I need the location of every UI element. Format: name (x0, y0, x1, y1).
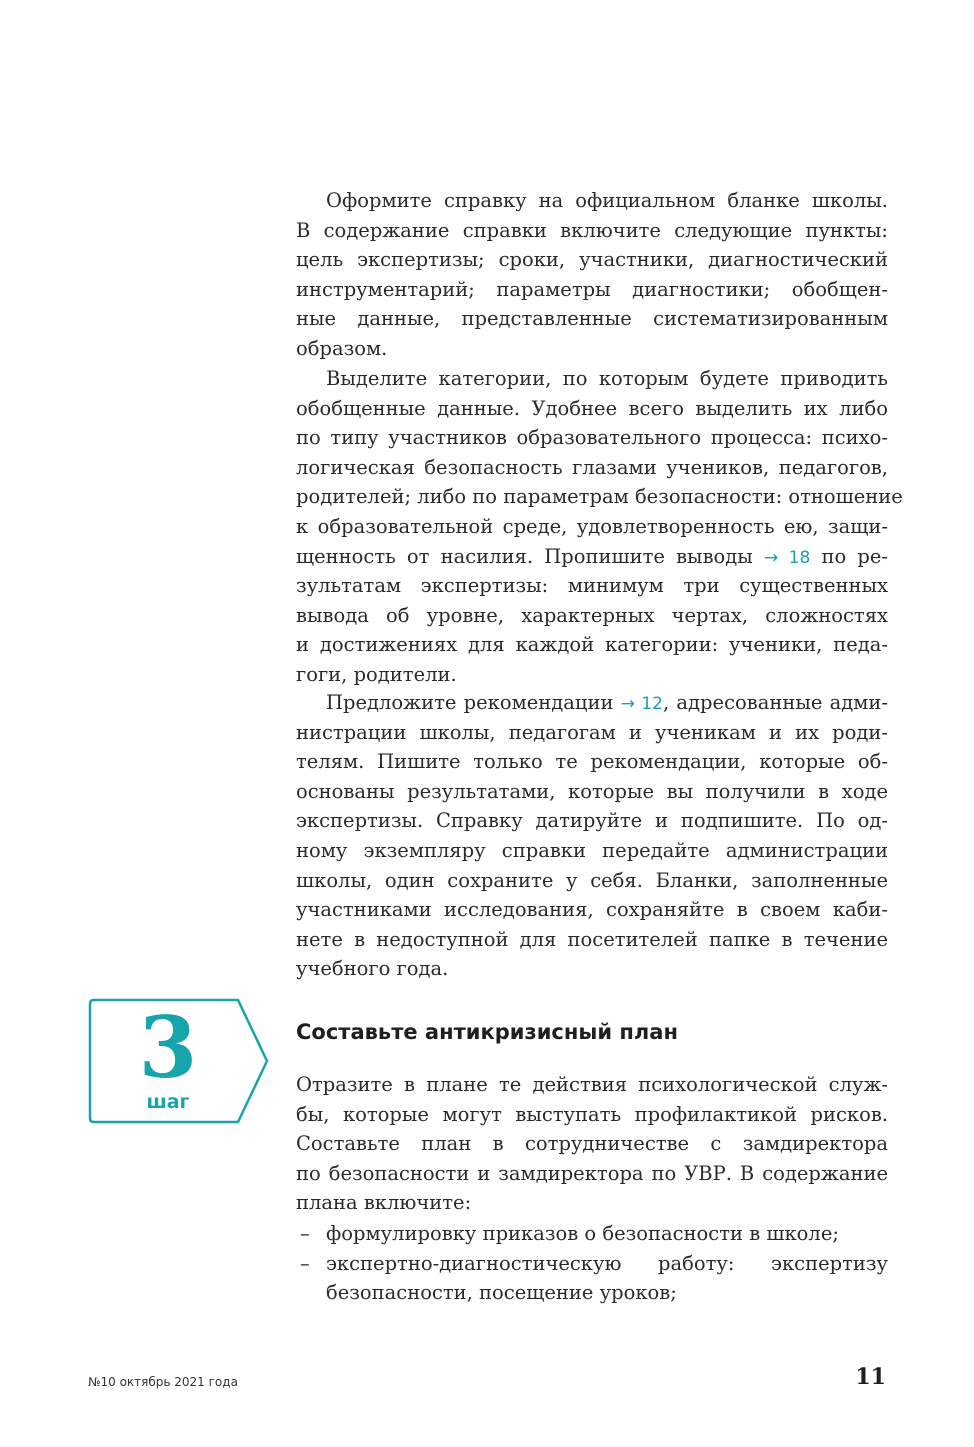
text-line: В содержание справки включите следующие пункты: (296, 218, 888, 242)
paragraph-form-report (296, 186, 888, 364)
text-line: ному экземпляру справки передайте администрации (296, 838, 888, 862)
text-line: участниками исследования, сохраняйте в своем каби- (296, 898, 888, 922)
plan-contents-list (296, 1219, 888, 1308)
text-line: по безопасности и замдиректора по УВР. В содержание (296, 1161, 888, 1185)
text-line (296, 542, 888, 572)
text-line: вывода об уровне, характерных чертах, сложностях (296, 603, 888, 627)
text-line: школы, один сохраните у себя. Бланки, заполненные (296, 868, 888, 892)
text-line: экспертно-диагностическую работу: экспертизу (326, 1251, 888, 1275)
text-line: безопасности, посещение уроков; (326, 1281, 677, 1305)
list-item (296, 1249, 888, 1308)
text-line: нете в недоступной для посетителей папке в течение (296, 927, 888, 951)
page-number: 11 (855, 1364, 886, 1390)
text-line: бы, которые могут выступать профилактикой рисков. (296, 1102, 888, 1126)
text-fragment: щенность от насилия. Пропишите выводы (296, 544, 753, 568)
step-number: 3 (138, 998, 198, 1097)
text-line: нистрации школы, педагогам и ученикам и их роди- (296, 720, 888, 744)
text-line: родителей; либо по параметрам безопасности: отношение (296, 485, 903, 509)
text-line: Оформите справку на официальном бланке школы. (326, 189, 888, 212)
text-line: учебного года. (296, 957, 449, 981)
text-fragment: , адресованные адми- (663, 691, 888, 714)
text-line: логическая безопасность глазами учеников, педагогов, (296, 455, 888, 479)
text-fragment: по ре- (821, 544, 888, 568)
text-line: плана включите: (296, 1191, 472, 1215)
text-line: Отразите в плане те действия психологической служ- (296, 1073, 888, 1096)
text-fragment: Предложите рекомендации (326, 691, 614, 714)
step-label: шаг (146, 1091, 190, 1113)
text-line: ные данные, представленные систематизированным (296, 307, 888, 331)
page-reference-link[interactable]: → 12 (620, 694, 663, 714)
list-dash: – (300, 1251, 310, 1275)
list-dash: – (300, 1222, 310, 1245)
text-line: обобщенные данные. Удобнее всего выделить их либо (296, 396, 888, 420)
paragraph-plan (296, 1070, 888, 1218)
section-heading: Составьте антикризисный план (296, 1020, 678, 1044)
text-line: по типу участников образовательного процесса: психо- (296, 426, 888, 450)
text-line: формулировку приказов о безопасности в школе; (326, 1222, 839, 1245)
text-line: экспертизы. Справку датируйте и подпишите. По од- (296, 809, 888, 833)
text-line: инструментарий; параметры диагностики; обобщен- (296, 277, 888, 301)
text-line: цель экспертизы; сроки, участники, диагностический (296, 248, 888, 272)
paragraph-recommendations (296, 688, 888, 984)
issue-info: №10 октябрь 2021 года (88, 1375, 238, 1389)
list-item (296, 1219, 888, 1249)
text-line: зультатам экспертизы: минимум три существенных (296, 574, 888, 598)
text-line: к образовательной среде, удовлетворенность ею, защи- (296, 514, 888, 538)
page-reference-link[interactable]: → 18 (764, 547, 811, 568)
text-line: телям. Пишите только те рекомендации, которые об- (296, 750, 888, 774)
paragraph-categories (296, 364, 903, 690)
text-line: и достижениях для каждой категории: ученики, педа- (296, 633, 888, 657)
text-line: Выделите категории, по которым будете приводить (326, 367, 888, 390)
text-line: основаны результатами, которые вы получили в ходе (296, 779, 888, 803)
text-line: образом. (296, 336, 388, 360)
text-line (296, 688, 888, 718)
text-line: гоги, родители. (296, 662, 457, 686)
text-line: Составьте план в сотрудничестве с замдиректора (296, 1132, 888, 1156)
